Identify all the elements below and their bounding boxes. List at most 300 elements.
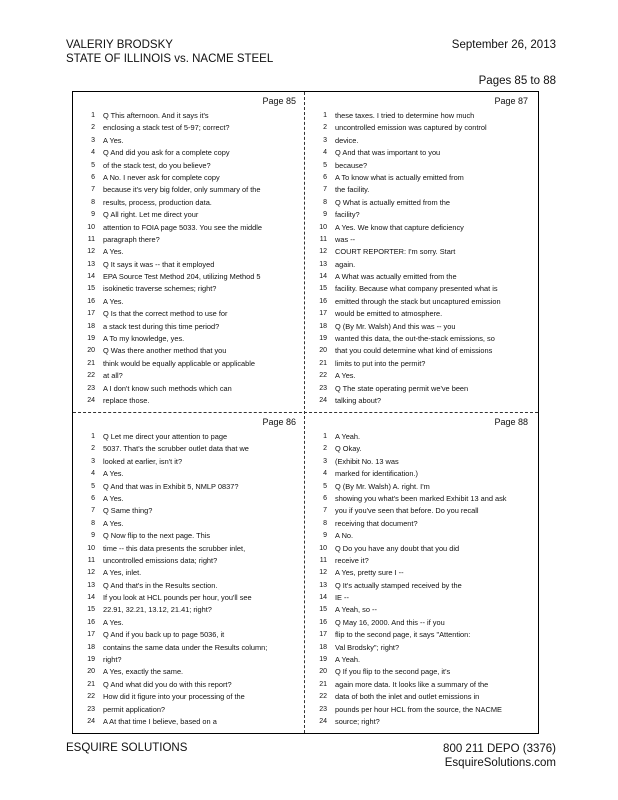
line-number: 13 — [87, 260, 95, 268]
transcript-line — [305, 604, 536, 616]
transcript-line — [73, 679, 304, 691]
transcript-line — [73, 147, 304, 159]
line-text: Q And if you back up to page 5036, it — [103, 630, 225, 640]
document-header-left — [66, 38, 273, 66]
transcript-line — [73, 642, 304, 654]
line-text: these taxes. I tried to determine how much — [335, 111, 475, 120]
transcript-line — [73, 246, 304, 258]
line-number: 7 — [323, 507, 327, 515]
line-text: would be emitted to atmosphere. — [335, 309, 443, 319]
transcript-line — [305, 296, 536, 308]
line-text: marked for identification.) — [335, 469, 418, 479]
transcript-line — [73, 135, 304, 147]
transcript-line — [73, 716, 304, 728]
line-number: 7 — [323, 186, 327, 194]
line-number: 5 — [323, 161, 327, 169]
line-text: results, process, production data. — [103, 197, 212, 207]
line-text: Q And that was important to you — [335, 148, 441, 158]
transcript-line — [73, 530, 304, 542]
transcript-line — [73, 567, 304, 579]
transcript-line — [305, 592, 536, 604]
line-text: Q It says it was -- that it employed — [103, 259, 215, 269]
line-text: again. — [335, 259, 356, 269]
transcript-line — [73, 505, 304, 517]
line-number: 3 — [91, 457, 95, 465]
transcript-line — [305, 654, 536, 666]
line-number: 2 — [91, 124, 95, 132]
line-number: 15 — [87, 606, 95, 614]
transcript-page-85 — [73, 92, 304, 412]
line-number: 10 — [319, 223, 327, 231]
line-number: 20 — [319, 668, 327, 676]
transcript-line — [305, 481, 536, 493]
footer-company: ESQUIRE SOLUTIONS — [66, 742, 188, 754]
line-number: 2 — [91, 445, 95, 453]
line-number: 9 — [91, 211, 95, 219]
transcript-line — [305, 308, 536, 320]
line-text: A To know what is actually emitted from — [335, 172, 464, 182]
line-number: 22 — [319, 372, 327, 380]
line-text: Q Let me direct your attention to page — [103, 432, 228, 441]
line-text: A I don't know such methods which can — [103, 383, 232, 393]
line-number: 18 — [87, 643, 95, 651]
line-number: 20 — [87, 668, 95, 676]
line-text: Q Same thing? — [103, 506, 153, 516]
line-number: 16 — [319, 618, 327, 626]
line-number: 24 — [87, 396, 95, 404]
line-number: 1 — [91, 433, 95, 440]
transcript-line — [73, 172, 304, 184]
line-number: 20 — [319, 347, 327, 355]
transcript-line — [305, 518, 536, 530]
line-number: 3 — [91, 136, 95, 144]
line-text: think would be equally applicable or applicable — [103, 358, 256, 368]
line-number: 4 — [323, 470, 327, 478]
line-text: facility? — [335, 210, 360, 220]
line-number: 4 — [323, 149, 327, 157]
transcript-line — [73, 456, 304, 468]
transcript-line — [305, 160, 536, 172]
transcript-line — [73, 370, 304, 382]
transcript-line — [305, 443, 536, 455]
line-number: 12 — [319, 248, 327, 256]
line-number: 13 — [87, 581, 95, 589]
transcript-line — [73, 271, 304, 283]
transcript-line — [73, 383, 304, 395]
line-text: showing you what's been marked Exhibit 13 and ask — [335, 493, 507, 503]
line-number: 23 — [87, 705, 95, 713]
line-number: 7 — [91, 186, 95, 194]
line-text: right? — [103, 655, 122, 665]
line-text: Q May 16, 2000. And this -- if you — [335, 617, 445, 627]
line-text: A No. I never ask for complete copy — [103, 172, 220, 182]
line-number: 21 — [319, 359, 327, 367]
transcript-line — [305, 110, 536, 122]
line-text: of the stack test, do you believe? — [103, 160, 211, 170]
line-text: How did it figure into your processing of the — [103, 692, 245, 702]
transcript-line — [305, 184, 536, 196]
line-number: 16 — [87, 618, 95, 626]
line-number: 7 — [91, 507, 95, 515]
line-number: 17 — [319, 631, 327, 639]
line-text: emitted through the stack but uncaptured emission — [335, 296, 501, 306]
line-text: Q This afternoon. And it says it's — [103, 111, 209, 120]
line-text: 5037. That's the scrubber outlet data that we — [103, 444, 249, 454]
line-text: Q And that's in the Results section. — [103, 580, 218, 590]
line-number: 14 — [319, 273, 327, 281]
line-number: 23 — [319, 384, 327, 392]
line-number: 6 — [91, 173, 95, 181]
transcript-line — [305, 580, 536, 592]
transcript-line — [305, 370, 536, 382]
line-number: 24 — [87, 717, 95, 725]
line-number: 22 — [87, 693, 95, 701]
line-text: Q What is actually emitted from the — [335, 197, 451, 207]
transcript-line — [73, 592, 304, 604]
line-text: A Yes. — [103, 135, 124, 145]
deposition-date: September 26, 2013 — [451, 39, 556, 51]
line-text: talking about? — [335, 395, 382, 405]
line-number: 10 — [319, 544, 327, 552]
transcript-line — [73, 666, 304, 678]
transcript-line — [305, 530, 536, 542]
line-number: 11 — [319, 556, 327, 564]
line-number: 11 — [319, 235, 327, 243]
line-number: 5 — [323, 482, 327, 490]
line-number: 24 — [319, 396, 327, 404]
transcript-lines — [73, 431, 304, 728]
line-number: 13 — [319, 260, 327, 268]
transcript-line — [73, 209, 304, 221]
page-number-title: Page 87 — [494, 96, 528, 106]
line-number: 19 — [319, 335, 327, 343]
transcript-line — [305, 333, 536, 345]
transcript-line — [305, 222, 536, 234]
line-text: Q It's actually stamped received by the — [335, 580, 462, 590]
transcript-line — [305, 468, 536, 480]
line-text: permit application? — [103, 704, 166, 714]
line-number: 6 — [323, 494, 327, 502]
line-number: 21 — [87, 680, 95, 688]
line-text: A No. — [335, 531, 354, 541]
line-number: 20 — [87, 347, 95, 355]
transcript-line — [305, 679, 536, 691]
line-number: 16 — [87, 297, 95, 305]
line-text: Q Do you have any doubt that you did — [335, 543, 460, 553]
line-number: 6 — [91, 494, 95, 502]
line-text: Q Is that the correct method to use for — [103, 309, 228, 319]
line-number: 22 — [87, 372, 95, 380]
line-text: enclosing a stack test of 5-97; correct? — [103, 123, 230, 133]
line-number: 16 — [319, 297, 327, 305]
line-number: 3 — [323, 457, 327, 465]
transcript-line — [305, 704, 536, 716]
line-text: receive it? — [335, 555, 369, 565]
line-number: 12 — [87, 248, 95, 256]
transcript-line — [305, 172, 536, 184]
line-text: looked at earlier, isn't it? — [103, 456, 183, 466]
line-number: 9 — [91, 532, 95, 540]
line-text: pounds per hour HCL from the source, the NACME — [335, 704, 502, 714]
line-text: A Yes. — [103, 296, 124, 306]
line-number: 19 — [87, 335, 95, 343]
line-text: Q If you flip to the second page, it's — [335, 667, 451, 677]
transcript-line — [73, 395, 304, 407]
line-text: flip to the second page, it says "Attention: — [335, 630, 471, 640]
line-text: Q All right. Let me direct your — [103, 210, 199, 220]
transcript-line — [305, 209, 536, 221]
line-text: A Yes, inlet. — [103, 568, 142, 578]
line-number: 14 — [87, 273, 95, 281]
transcript-page-87 — [305, 92, 536, 412]
transcript-line — [73, 283, 304, 295]
line-number: 11 — [87, 556, 95, 564]
line-text: A Yes. — [335, 371, 356, 381]
transcript-line — [73, 234, 304, 246]
line-text: A To my knowledge, yes. — [103, 334, 185, 344]
line-number: 6 — [323, 173, 327, 181]
transcript-line — [73, 493, 304, 505]
line-number: 12 — [87, 569, 95, 577]
transcript-line — [73, 110, 304, 122]
transcript-line — [73, 481, 304, 493]
transcript-line — [305, 629, 536, 641]
line-number: 17 — [87, 631, 95, 639]
line-number: 4 — [91, 470, 95, 478]
transcript-line — [305, 431, 536, 443]
transcript-line — [73, 122, 304, 134]
transcript-line — [305, 666, 536, 678]
transcript-line — [73, 358, 304, 370]
line-number: 11 — [87, 235, 95, 243]
transcript-line — [73, 629, 304, 641]
line-text: receiving that document? — [335, 518, 418, 528]
line-text: limits to put into the permit? — [335, 358, 426, 368]
line-number: 17 — [87, 310, 95, 318]
transcript-page-88 — [305, 413, 536, 733]
transcript-line — [73, 184, 304, 196]
transcript-line — [305, 135, 536, 147]
line-number: 8 — [323, 198, 327, 206]
line-text: 22.91, 32.21, 13.12, 21.41; right? — [103, 605, 212, 615]
transcript-line — [73, 321, 304, 333]
line-text: IE -- — [335, 593, 349, 603]
line-text: A At that time I believe, based on a — [103, 716, 217, 726]
footer-contact — [443, 742, 556, 770]
line-number: 18 — [319, 643, 327, 651]
transcript-line — [305, 345, 536, 357]
page-number-title: Page 86 — [262, 417, 296, 427]
pages-range: Pages 85 to 88 — [478, 75, 556, 87]
transcript-line — [73, 443, 304, 455]
line-text: Q (By Mr. Walsh) A. right. I'm — [335, 481, 430, 491]
transcript-line — [73, 259, 304, 271]
transcript-line — [73, 308, 304, 320]
line-text: If you look at HCL pounds per hour, you'll see — [103, 593, 252, 603]
transcript-lines — [305, 110, 536, 407]
line-text: A Yeah, so -- — [335, 605, 377, 615]
line-text: Val Brodsky"; right? — [335, 642, 400, 652]
line-text: Q Now flip to the next page. This — [103, 531, 211, 541]
transcript-sheet — [72, 91, 539, 734]
line-text: A Yeah. — [335, 432, 361, 441]
line-number: 2 — [323, 445, 327, 453]
line-number: 24 — [319, 717, 327, 725]
line-number: 18 — [319, 322, 327, 330]
transcript-line — [305, 197, 536, 209]
transcript-line — [305, 271, 536, 283]
transcript-line — [305, 234, 536, 246]
transcript-line — [305, 321, 536, 333]
line-number: 5 — [91, 161, 95, 169]
transcript-line — [73, 580, 304, 592]
line-text: isokinetic traverse schemes; right? — [103, 284, 217, 294]
line-text: at all? — [103, 371, 123, 381]
line-text: EPA Source Test Method 204, utilizing Method 5 — [103, 272, 261, 282]
line-number: 5 — [91, 482, 95, 490]
line-text: uncontrolled emission was captured by control — [335, 123, 487, 133]
witness-name: VALERIY BRODSKY — [66, 39, 173, 51]
line-number: 21 — [319, 680, 327, 688]
line-text: was -- — [335, 234, 356, 244]
line-text: again more data. It looks like a summary of the — [335, 679, 489, 689]
transcript-line — [73, 543, 304, 555]
line-text: data of both the inlet and outlet emissions in — [335, 692, 480, 702]
transcript-line — [305, 395, 536, 407]
line-text: A Yes. — [103, 469, 124, 479]
line-text: a stack test during this time period? — [103, 321, 220, 331]
line-text: A Yes. — [103, 493, 124, 503]
line-number: 14 — [319, 594, 327, 602]
line-number: 14 — [87, 594, 95, 602]
line-text: that you could determine what kind of emissions — [335, 346, 493, 356]
line-number: 3 — [323, 136, 327, 144]
line-number: 23 — [319, 705, 327, 713]
line-number: 23 — [87, 384, 95, 392]
transcript-line — [305, 246, 536, 258]
line-text: paragraph there? — [103, 234, 160, 244]
transcript-line — [305, 716, 536, 728]
line-text: Q (By Mr. Walsh) And this was -- you — [335, 321, 456, 331]
line-number: 15 — [319, 606, 327, 614]
transcript-line — [305, 567, 536, 579]
line-number: 22 — [319, 693, 327, 701]
line-number: 8 — [91, 519, 95, 527]
transcript-line — [305, 358, 536, 370]
line-text: Q And that was in Exhibit 5, NMLP 0837? — [103, 481, 239, 491]
line-text: (Exhibit No. 13 was — [335, 456, 399, 466]
line-text: A What was actually emitted from the — [335, 272, 457, 282]
line-text: Q And did you ask for a complete copy — [103, 148, 230, 158]
case-title: STATE OF ILLINOIS vs. NACME STEEL — [66, 53, 274, 65]
transcript-line — [305, 691, 536, 703]
page-number-title: Page 85 — [262, 96, 296, 106]
transcript-line — [73, 617, 304, 629]
transcript-line — [73, 518, 304, 530]
line-number: 9 — [323, 211, 327, 219]
line-text: Q Okay. — [335, 444, 362, 454]
line-text: A Yeah. — [335, 655, 361, 665]
transcript-line — [305, 642, 536, 654]
transcript-line — [305, 122, 536, 134]
transcript-line — [305, 505, 536, 517]
line-text: because? — [335, 160, 368, 170]
transcript-line — [73, 468, 304, 480]
transcript-line — [305, 147, 536, 159]
line-number: 17 — [319, 310, 327, 318]
transcript-line — [73, 333, 304, 345]
transcript-line — [73, 604, 304, 616]
line-text: A Yes. — [103, 518, 124, 528]
line-number: 15 — [87, 285, 95, 293]
line-text: device. — [335, 135, 359, 145]
transcript-line — [73, 296, 304, 308]
line-text: A Yes, exactly the same. — [103, 667, 184, 677]
transcript-line — [305, 383, 536, 395]
line-number: 8 — [91, 198, 95, 206]
transcript-line — [73, 197, 304, 209]
line-text: time -- this data presents the scrubber inlet, — [103, 543, 246, 553]
transcript-line — [73, 654, 304, 666]
line-number: 13 — [319, 581, 327, 589]
line-text: A Yes. — [103, 247, 124, 257]
line-number: 19 — [87, 656, 95, 664]
transcript-line — [73, 704, 304, 716]
line-number: 12 — [319, 569, 327, 577]
line-text: COURT REPORTER: I'm sorry. Start — [335, 247, 456, 257]
line-text: contains the same data under the Results column; — [103, 642, 268, 652]
transcript-line — [73, 345, 304, 357]
line-text: uncontrolled emissions data; right? — [103, 555, 218, 565]
transcript-line — [73, 691, 304, 703]
transcript-line — [305, 543, 536, 555]
line-text: A Yes. — [103, 617, 124, 627]
line-number: 4 — [91, 149, 95, 157]
line-text: Q The state operating permit we've been — [335, 383, 469, 393]
transcript-lines — [73, 110, 304, 407]
line-text: replace those. — [103, 395, 150, 405]
line-text: you if you've seen that before. Do you recall — [335, 506, 479, 516]
line-number: 10 — [87, 223, 95, 231]
footer-website: EsquireSolutions.com — [444, 757, 556, 769]
line-text: because it's very big folder, only summary of the — [103, 185, 261, 195]
line-text: source; right? — [335, 716, 380, 726]
line-number: 19 — [319, 656, 327, 664]
page-number-title: Page 88 — [494, 417, 528, 427]
line-text: Q Was there another method that you — [103, 346, 227, 356]
line-number: 15 — [319, 285, 327, 293]
transcript-line — [73, 222, 304, 234]
line-number: 10 — [87, 544, 95, 552]
line-number: 1 — [323, 433, 327, 440]
line-text: A Yes, pretty sure I -- — [335, 568, 404, 578]
transcript-line — [305, 493, 536, 505]
line-number: 21 — [87, 359, 95, 367]
line-number: 18 — [87, 322, 95, 330]
line-text: facility. Because what company presented what is — [335, 284, 498, 294]
transcript-line — [73, 431, 304, 443]
line-text: Q And what did you do with this report? — [103, 679, 232, 689]
line-number: 9 — [323, 532, 327, 540]
line-text: the facility. — [335, 185, 370, 195]
transcript-lines — [305, 431, 536, 728]
transcript-page-86 — [73, 413, 304, 733]
transcript-line — [305, 555, 536, 567]
transcript-line — [305, 283, 536, 295]
transcript-line — [305, 617, 536, 629]
transcript-line — [305, 456, 536, 468]
line-text: attention to FOIA page 5033. You see the middle — [103, 222, 263, 232]
